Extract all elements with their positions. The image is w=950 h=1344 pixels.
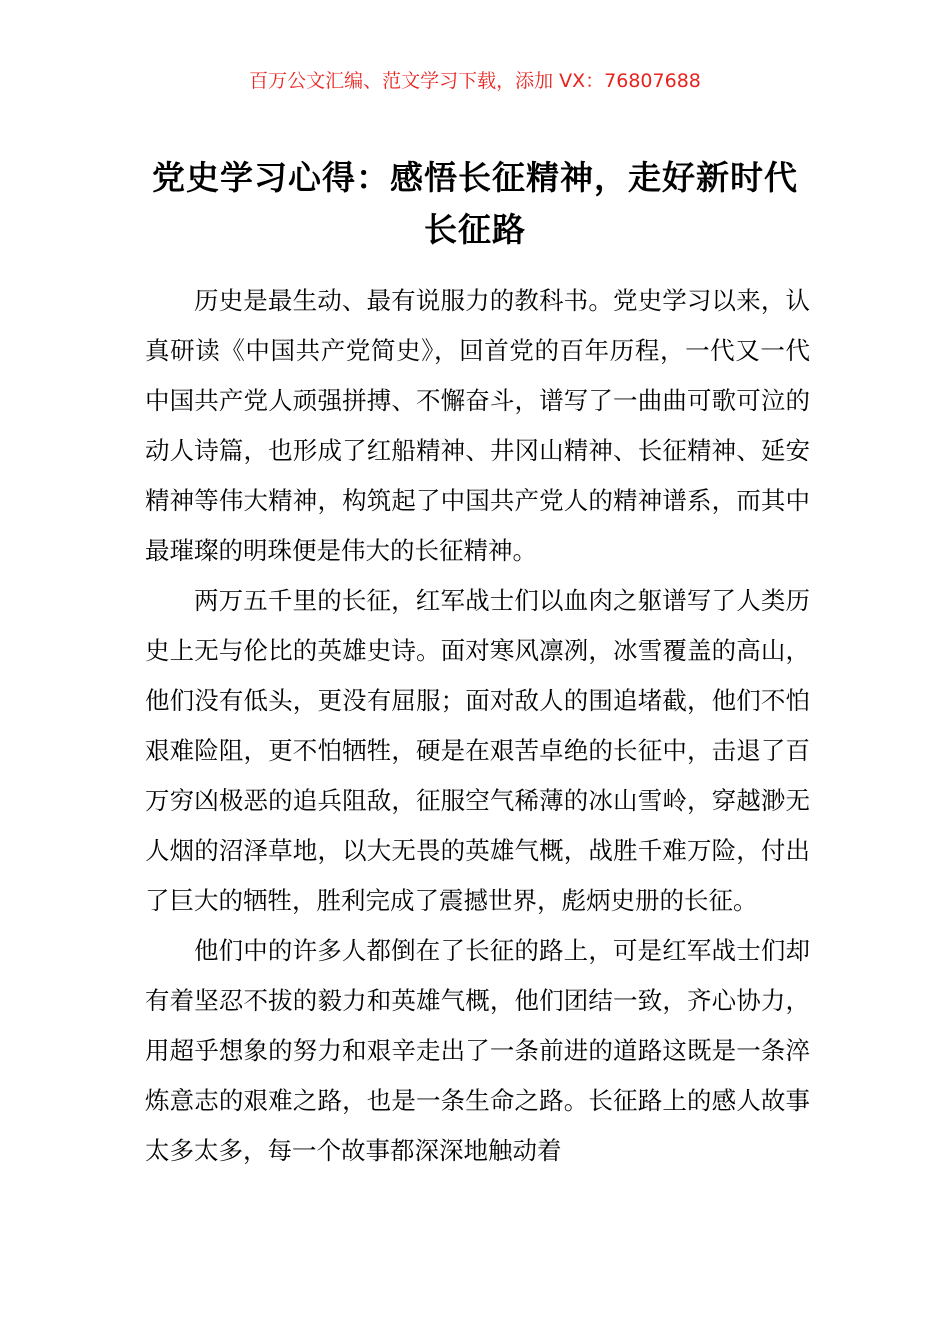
paragraph-1: 历史是最生动、最有说服力的教科书。党史学习以来，认真研读《中国共产党简史》，回首党的百年历程，一代又一代中国共产党人顽强拼搏、不懈奋斗，谱写了一曲曲可歌可泣的动人诗篇，也形成了红船精神、井冈山精神、长征精神、延安精神等伟大精神，构筑起了中国共产党人的精神谱系，而其中最璀璨的明珠便是伟大的长征精神。 [145,286,810,565]
page-title: 党史学习心得：感悟长征精神，走好新时代长征路 [152,158,798,249]
header-banner: 百万公文汇编、范文学习下载，添加 VX：76807688 [249,70,701,92]
article-body [145,276,810,1176]
paragraph-2: 两万五千里的长征，红军战士们以血肉之躯谱写了人类历史上无与伦比的英雄史诗。面对寒风凛冽，冰雪覆盖的高山，他们没有低头，更没有屈服；面对敌人的围追堵截，他们不怕艰难险阻，更不怕牺牲，硬是在艰苦卓绝的长征中，击退了百万穷凶极恶的追兵阻敌，征服空气稀薄的冰山雪岭，穿越渺无人烟的沼泽草地，以大无畏的英雄气概，战胜千难万险，付出了巨大的牺牲，胜利完成了震撼世界，彪炳史册的长征。 [145,586,810,915]
paragraph-3: 他们中的许多人都倒在了长征的路上，可是红军战士们却有着坚忍不拔的毅力和英雄气概，他们团结一致，齐心协力，用超乎想象的努力和艰辛走出了一条前进的道路这既是一条淬炼意志的艰难之路，也是一条生命之路。长征路上的感人故事太多太多，每一个故事都深深地触动着 [145,936,810,1165]
